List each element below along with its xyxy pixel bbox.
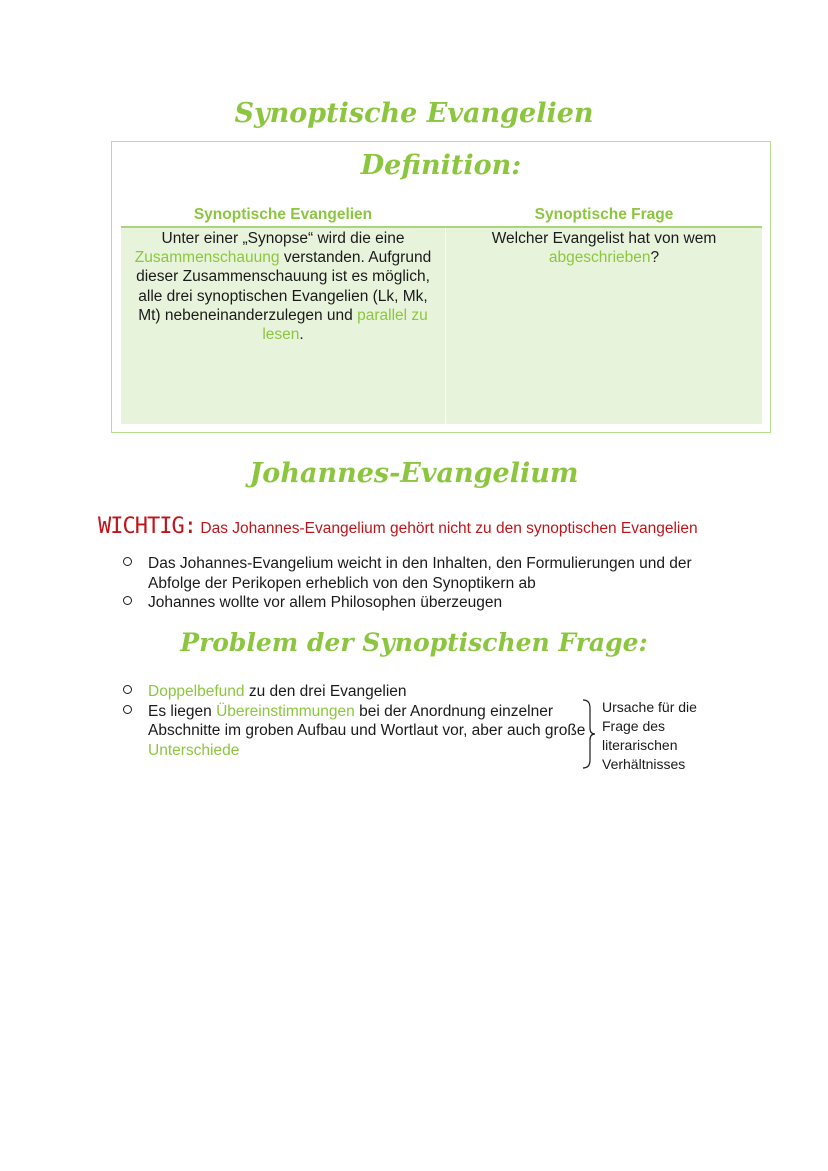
johannes-heading: Johannes-Evangelium bbox=[249, 458, 579, 489]
list-item bbox=[148, 593, 728, 613]
table-cell-synoptic-gospels bbox=[121, 228, 445, 424]
highlight-term: abgeschrieben bbox=[548, 249, 651, 267]
problem-bullet-list bbox=[148, 682, 608, 760]
definition-heading: Definition: bbox=[360, 150, 522, 181]
circle-bullet-icon bbox=[123, 557, 132, 566]
curly-brace-icon bbox=[582, 698, 596, 770]
table-header-synoptic-question: Synoptische Frage bbox=[534, 206, 674, 223]
cell-text: Welcher Evangelist hat von wem bbox=[491, 230, 717, 247]
johannes-bullet-list bbox=[148, 554, 728, 613]
circle-bullet-icon bbox=[123, 685, 132, 694]
list-item-text: Es liegen bbox=[148, 702, 217, 720]
highlight-term: Unterschiede bbox=[148, 741, 240, 759]
highlight-term: Doppelbefund bbox=[148, 683, 245, 700]
important-note bbox=[98, 514, 698, 539]
list-item-text: bei der Anordnung einzelner Abschnitte im groben Aufbau und Wortlaut vor, aber auch große bbox=[148, 702, 586, 740]
highlight-term: Zusammenschauung bbox=[134, 249, 280, 267]
cell-text: . bbox=[299, 326, 304, 344]
list-item bbox=[148, 554, 728, 593]
brace-annotation: Ursache für die Frage des literarischen Verhältnisses bbox=[602, 699, 697, 772]
cell-text: Unter einer „Synopse“ wird die eine bbox=[161, 230, 405, 247]
important-tag: WICHTIG: bbox=[98, 514, 196, 539]
list-item-text: Johannes wollte vor allem Philosophen überzeugen bbox=[148, 594, 503, 612]
table-header-synoptic-gospels: Synoptische Evangelien bbox=[193, 206, 373, 223]
circle-bullet-icon bbox=[123, 705, 132, 714]
list-item-text: Das Johannes-Evangelium weicht in den Inhalten, den Formulierungen und der Abfolge der Perikopen erheblich von den Synoptikern ab bbox=[148, 555, 692, 592]
highlight-term: parallel zu lesen bbox=[262, 306, 428, 344]
cell-text: ? bbox=[650, 249, 660, 267]
list-item bbox=[148, 682, 608, 702]
page-title: Synoptische Evangelien bbox=[234, 98, 594, 129]
cell-text: verstanden. Aufgrund dieser Zusammenschauung ist es möglich, alle drei synoptischen Evangelien (Lk, Mk, Mt) nebeneinanderzulegen und bbox=[136, 249, 432, 324]
important-text: Das Johannes-Evangelium gehört nicht zu den synoptischen Evangelien bbox=[200, 520, 698, 537]
highlight-term: Übereinstimmungen bbox=[216, 702, 355, 720]
problem-heading: Problem der Synoptischen Frage: bbox=[180, 628, 648, 657]
table-cell-synoptic-question bbox=[446, 228, 762, 424]
circle-bullet-icon bbox=[123, 596, 132, 605]
list-item-text: zu den drei Evangelien bbox=[244, 683, 407, 700]
list-item bbox=[148, 702, 608, 761]
